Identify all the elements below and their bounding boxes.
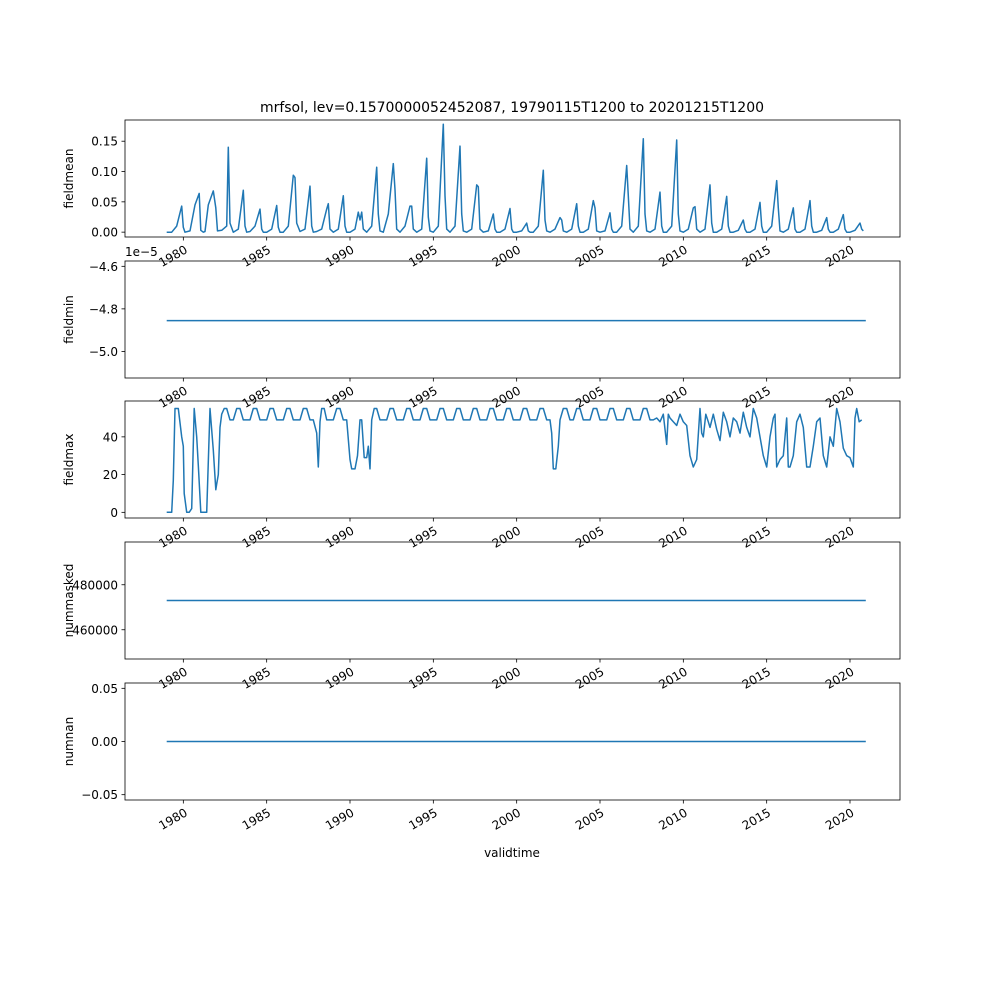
fieldmin-xtick-label: 2000 (489, 383, 524, 411)
figure-title: mrfsol, lev=0.1570000052452087, 19790115T1200 to 20201215T1200 (259, 100, 765, 116)
fieldmax-xtick-label: 2000 (489, 523, 524, 551)
fieldmean-xtick-label: 2015 (739, 242, 774, 270)
fieldmin-ytick-label: −5.0 (88, 344, 118, 359)
numnan-ytick-label: 0.05 (91, 681, 118, 696)
fieldmean-xtick-label: 2000 (489, 242, 524, 270)
fieldmax-xtick-label: 1980 (156, 523, 190, 551)
numnan-xtick-label: 2000 (489, 805, 524, 833)
nummasked-xtick-label: 1995 (406, 664, 440, 692)
x-axis-label: validtime (484, 846, 540, 860)
fieldmean-ytick-label: 0.00 (91, 225, 118, 240)
fieldmin-y-axis-label: fieldmin (62, 295, 76, 344)
numnan-xtick-label: 2020 (823, 805, 857, 833)
nummasked-xtick-label: 2020 (823, 664, 857, 692)
nummasked-xtick-label: 2000 (489, 664, 524, 692)
fieldmean-xtick-label: 1990 (323, 242, 357, 270)
fieldmean-y-axis-label: fieldmean (62, 148, 76, 209)
fieldmax-xtick-label: 2005 (573, 523, 607, 551)
numnan-xtick-label: 1995 (406, 805, 440, 833)
fieldmean-ytick-label: 0.15 (91, 134, 118, 149)
fieldmax-ytick-label: 40 (102, 430, 118, 445)
fieldmean-xtick-label: 1995 (406, 242, 440, 270)
numnan-xtick-label: 2015 (739, 805, 774, 833)
fieldmax-xtick-label: 2010 (656, 523, 690, 551)
numnan-xtick-label: 1980 (156, 805, 190, 833)
numnan-ytick-label: −0.05 (81, 788, 118, 803)
nummasked-xtick-label: 2005 (573, 664, 607, 692)
fieldmin-offset-text: 1e−5 (125, 245, 158, 259)
fieldmax-y-axis-label: fieldmax (62, 433, 76, 486)
fieldmax-ytick-label: 20 (102, 468, 118, 483)
fieldmin-ytick-label: −4.6 (88, 259, 118, 274)
numnan-xtick-label: 2005 (573, 805, 607, 833)
fieldmin-xtick-label: 2005 (573, 383, 607, 411)
fieldmin-xtick-label: 2010 (656, 383, 690, 411)
numnan-xtick-label: 2010 (656, 805, 690, 833)
fieldmax-xtick-label: 1990 (323, 523, 357, 551)
fieldmin-xtick-label: 1995 (406, 383, 440, 411)
fieldmin-ytick-label: −4.8 (88, 302, 118, 317)
nummasked-y-axis-label: nummasked (62, 563, 76, 638)
fieldmin-xtick-label: 1985 (239, 383, 274, 411)
nummasked-xtick-label: 1985 (239, 664, 274, 692)
fieldmean-xtick-label: 1985 (239, 242, 274, 270)
fieldmean-xtick-label: 2005 (573, 242, 607, 270)
fieldmean-xtick-label: 2020 (823, 242, 857, 270)
fieldmean-ytick-label: 0.05 (91, 195, 118, 210)
numnan-xtick-label: 1990 (323, 805, 357, 833)
nummasked-xtick-label: 2015 (739, 664, 774, 692)
nummasked-xtick-label: 1980 (156, 664, 190, 692)
fieldmean-xtick-label: 2010 (656, 242, 690, 270)
fieldmax-xtick-label: 2015 (739, 523, 774, 551)
numnan-xtick-label: 1985 (239, 805, 274, 833)
numnan-y-axis-label: numnan (62, 716, 76, 767)
nummasked-ytick-label: 460000 (72, 623, 118, 638)
fieldmin-xtick-label: 1980 (156, 383, 190, 411)
fieldmean-ytick-label: 0.10 (91, 165, 118, 180)
fieldmax-xtick-label: 2020 (823, 523, 857, 551)
nummasked-xtick-label: 1990 (323, 664, 357, 692)
fieldmax-xtick-label: 1985 (239, 523, 274, 551)
fieldmin-xtick-label: 2020 (823, 383, 857, 411)
fieldmean-xtick-label: 1980 (156, 242, 190, 270)
fieldmin-xtick-label: 1990 (323, 383, 357, 411)
nummasked-ytick-label: 480000 (72, 578, 118, 593)
numnan-ytick-label: 0.00 (91, 735, 118, 749)
fieldmax-xtick-label: 1995 (406, 523, 440, 551)
nummasked-xtick-label: 2010 (656, 664, 690, 692)
fieldmax-ytick-label: 0 (110, 505, 118, 520)
fieldmin-xtick-label: 2015 (739, 383, 774, 411)
